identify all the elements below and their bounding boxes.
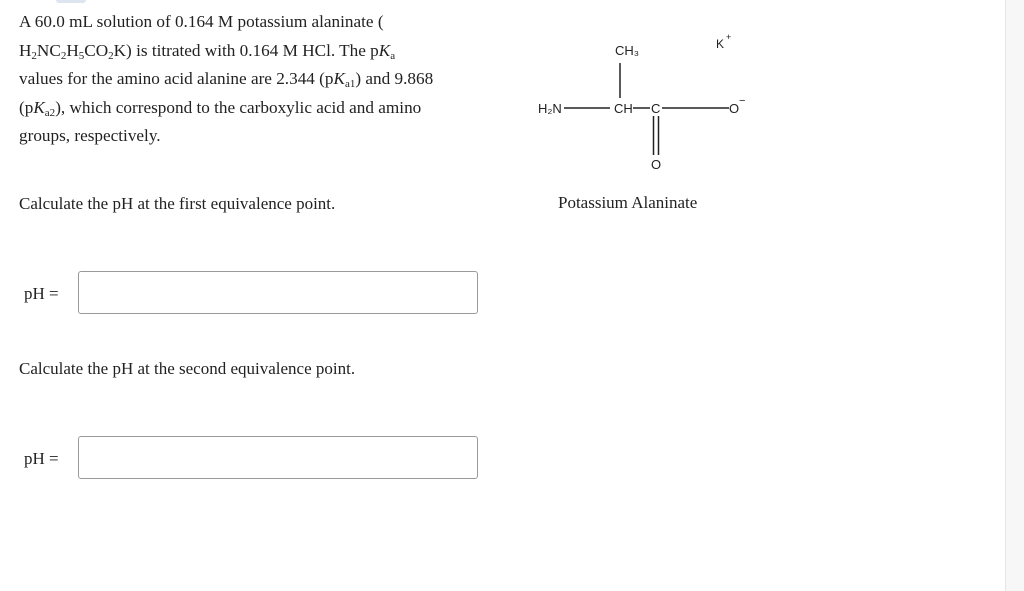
carboxyl-carbon: C (651, 101, 661, 116)
structure-caption: Potassium Alaninate (558, 193, 698, 212)
carbonyl-oxygen: O (651, 157, 662, 172)
methyl-group: CH₃ (615, 43, 640, 58)
formula: $H_2NC_2H_5CO_2K$) (19, 40, 132, 62)
ph-label-2: pH = (24, 449, 59, 468)
question-second-equivalence: Calculate the pH at the second equivalence point. (19, 359, 356, 378)
oxide-charge: − (739, 95, 746, 107)
potassium-alaninate-structure (530, 30, 770, 180)
potassium-charge: + (726, 32, 732, 42)
top-tab-indicator (56, 0, 86, 3)
problem-line-4: (p (19, 97, 34, 117)
amine-group: H₂N (538, 101, 562, 116)
ph-input-first-equivalence[interactable] (78, 271, 478, 314)
page-scrollbar[interactable] (1005, 0, 1024, 591)
ph-label-1: pH = (24, 284, 59, 303)
problem-line-2: is titrated with 0.164 M HCl. The p (131, 40, 379, 60)
problem-statement: A 60.0 mL solution of 0.164 M potassium alaninate ( $H_2NC_2H_5CO_2K$) is titrated with 0.164 M HCl. The $pK_a$ values for the amino acid alanine are 2.344 $(pK_{a1})$ and 9.868 $(pK_{a2})$, which correspond to the carboxylic acid and amino groups, respectively. (19, 12, 434, 145)
problem-line-3: values for the amino acid alanine are 2.344 (p (19, 69, 334, 88)
ph-input-second-equivalence[interactable] (78, 436, 478, 479)
oxide-oxygen: O (729, 101, 740, 116)
question-first-equivalence: Calculate the pH at the first equivalence point. (19, 194, 336, 213)
problem-line-1: A 60.0 mL solution of 0.164 M potassium alaninate ( (19, 12, 384, 31)
problem-line-5: groups, respectively. (19, 126, 161, 145)
alpha-carbon: CH (614, 101, 633, 116)
potassium-ion: K (716, 37, 725, 51)
